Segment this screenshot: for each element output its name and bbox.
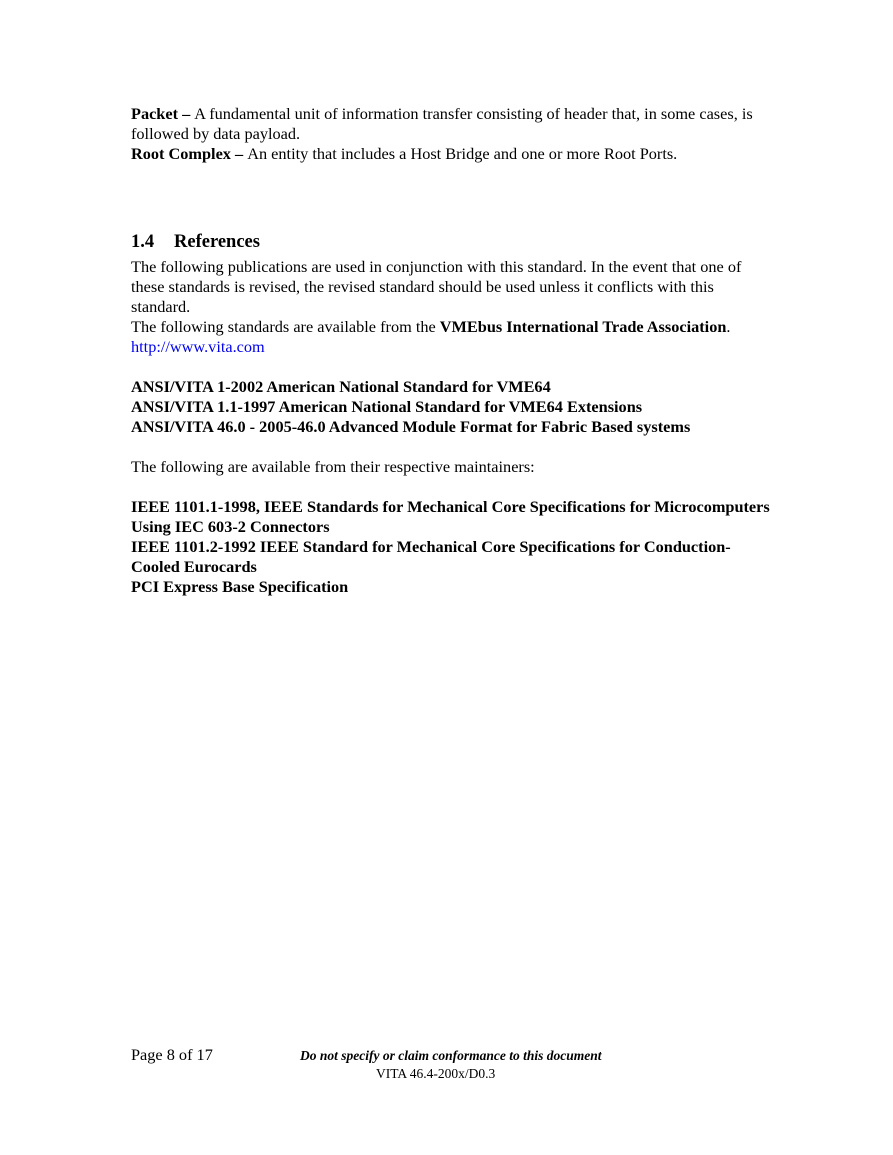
maintainers-intro: The following are available from their respective maintainers: xyxy=(131,457,535,476)
spacer xyxy=(131,357,771,377)
vita-link[interactable]: http://www.vita.com xyxy=(131,337,265,356)
definitions-block xyxy=(131,104,771,164)
references-intro: The following publications are used in conjunction with this standard. In the event that one of these standards is revised, the revised standard should be used unless it conflicts with this standard. xyxy=(131,257,742,316)
definition-term: Packet xyxy=(131,104,179,123)
section-number: 1.4 xyxy=(131,232,155,252)
section-title: References xyxy=(174,232,260,252)
other-standard-item: IEEE 1101.1-1998, IEEE Standards for Mechanical Core Specifications for Microcomputers Using IEC 603-2 Connectors xyxy=(131,497,770,536)
vita-standard-item: ANSI/VITA 1.1-1997 American National Standard for VME64 Extensions xyxy=(131,397,643,416)
section-heading xyxy=(131,230,260,254)
definition-separator: – xyxy=(178,104,195,123)
references-body xyxy=(131,257,771,597)
vita-standard-item: ANSI/VITA 1-2002 American National Standard for VME64 xyxy=(131,377,551,396)
vita-organization: VMEbus International Trade Association xyxy=(439,317,727,336)
definition-packet xyxy=(131,104,771,144)
other-standard-item: IEEE 1101.2-1992 IEEE Standard for Mechanical Core Specifications for Conduction-Cooled Eurocards xyxy=(131,537,731,576)
vita-prefix: The following standards are available from the xyxy=(131,317,440,336)
spacer xyxy=(131,437,771,457)
conformance-notice: Do not specify or claim conformance to this document xyxy=(300,1048,602,1063)
document-id: VITA 46.4-200x/D0.3 xyxy=(376,1066,496,1081)
vita-availability xyxy=(131,317,771,357)
definition-root-complex xyxy=(131,144,771,164)
spacer xyxy=(131,477,771,497)
vita-separator: . xyxy=(726,317,731,336)
definition-text: A fundamental unit of information transfer consisting of header that, in some cases, is followed by data payload. xyxy=(131,104,753,143)
page-number: Page 8 of 17 xyxy=(131,1045,213,1064)
vita-standard-item: ANSI/VITA 46.0 - 2005-46.0 Advanced Module Format for Fabric Based systems xyxy=(131,417,691,436)
definition-separator: – xyxy=(230,144,248,163)
definition-text: An entity that includes a Host Bridge and one or more Root Ports. xyxy=(247,144,678,163)
definition-term: Root Complex xyxy=(131,144,231,163)
other-standard-item: PCI Express Base Specification xyxy=(131,577,349,596)
